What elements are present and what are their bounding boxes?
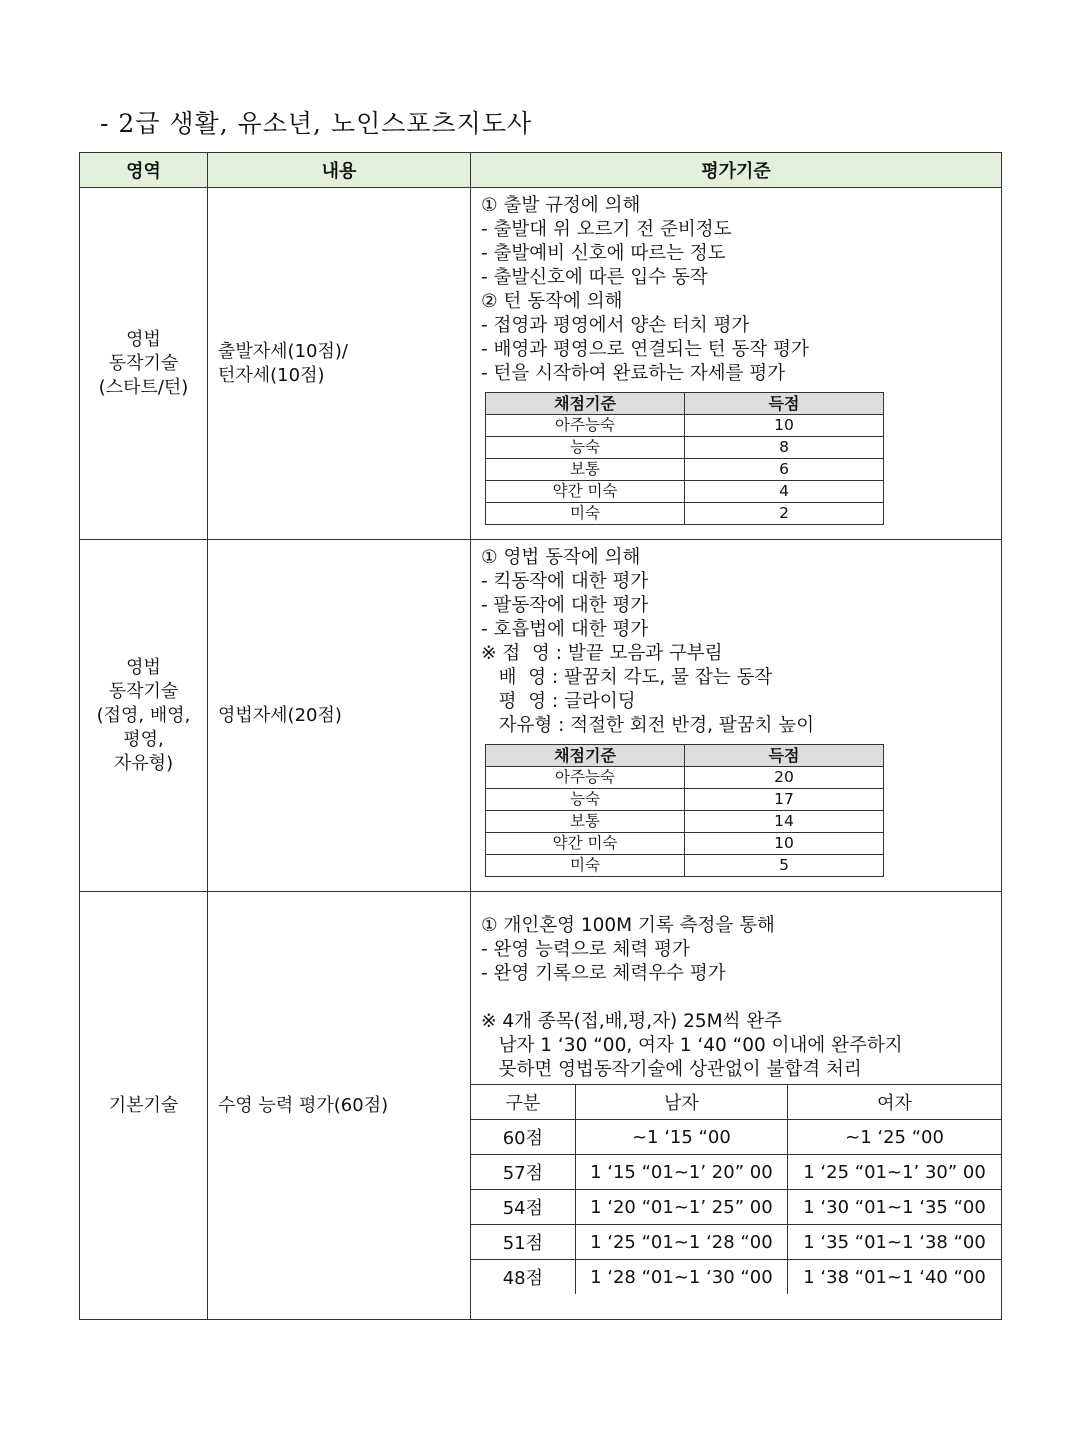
content-line: 출발자세(10점)/ — [218, 340, 348, 362]
score-level: 아주능숙 — [486, 767, 685, 789]
area-line: 영법 — [126, 656, 161, 678]
criteria-line: - 접영과 평영에서 양손 터치 평가 — [481, 315, 750, 336]
score-level: 보통 — [486, 811, 685, 833]
table-row — [80, 188, 1002, 540]
score-header-row — [486, 393, 884, 415]
score-points: 4 — [685, 481, 884, 503]
criteria-line: - 완영 기록으로 체력우수 평가 — [481, 963, 726, 984]
swim-grade: 54점 — [471, 1190, 575, 1225]
score-row — [486, 833, 884, 855]
score-level: 약간 미숙 — [486, 481, 685, 503]
criteria-line: ※ 접 영 : 발끝 모음과 구부림 — [481, 643, 723, 664]
score-points: 8 — [685, 437, 884, 459]
table-row — [80, 540, 1002, 892]
score-table — [485, 744, 884, 877]
criteria-text — [471, 892, 1001, 1084]
content-cell — [208, 540, 471, 892]
area-line: 평영, — [123, 728, 164, 750]
score-row — [486, 459, 884, 481]
area-cell — [80, 892, 208, 1320]
score-header-points: 득점 — [685, 745, 884, 767]
area-line: 영법 — [126, 328, 161, 350]
score-row — [486, 437, 884, 459]
swim-male-time: 1 ‘20 “01~1’ 25” 00 — [575, 1190, 787, 1225]
criteria-line: - 팔동작에 대한 평가 — [481, 595, 649, 616]
swim-male-time: ~1 ‘15 “00 — [575, 1120, 787, 1155]
swim-grade: 48점 — [471, 1260, 575, 1295]
swim-male-time: 1 ‘25 “01~1 ‘28 “00 — [575, 1225, 787, 1260]
header-content: 내용 — [208, 153, 471, 188]
criteria-line: - 턴을 시작하여 완료하는 자세를 평가 — [481, 363, 786, 384]
swim-female-time: 1 ‘35 “01~1 ‘38 “00 — [788, 1225, 1001, 1260]
criteria-text — [471, 188, 1001, 386]
score-row — [486, 481, 884, 503]
page-title: - 2급 생활, 유소년, 노인스포츠지도사 — [100, 109, 533, 138]
score-row — [486, 855, 884, 877]
swim-grade: 57점 — [471, 1155, 575, 1190]
score-points: 10 — [685, 833, 884, 855]
criteria-line: - 킥동작에 대한 평가 — [481, 571, 649, 592]
criteria-text — [471, 540, 1001, 738]
area-cell — [80, 540, 208, 892]
score-points: 10 — [685, 415, 884, 437]
table-row — [80, 892, 1002, 1320]
score-header-criteria: 채점기준 — [486, 393, 685, 415]
criteria-line: 남자 1 ‘30 “00, 여자 1 ‘40 “00 이내에 완주하지 — [481, 1035, 903, 1056]
criteria-line: ① 영법 동작에 의해 — [481, 547, 641, 568]
area-line: (접영, 배영, — [96, 704, 191, 726]
score-points: 6 — [685, 459, 884, 481]
score-table — [485, 392, 884, 525]
criteria-line: 못하면 영법동작기술에 상관없이 불합격 처리 — [481, 1059, 862, 1080]
score-level: 미숙 — [486, 503, 685, 525]
evaluation-table — [79, 152, 1002, 1320]
swim-row — [471, 1155, 1001, 1190]
criteria-line — [481, 986, 1001, 1010]
area-line: 자유형) — [113, 752, 174, 774]
criteria-line: 평 영 : 글라이딩 — [481, 691, 636, 712]
criteria-line: ① 출발 규정에 의해 — [481, 195, 641, 216]
criteria-line: ① 개인혼영 100M 기록 측정을 통해 — [481, 915, 775, 936]
area-cell — [80, 188, 208, 540]
criteria-line: - 출발대 위 오르기 전 준비정도 — [481, 219, 732, 240]
swim-female-time: 1 ‘38 “01~1 ‘40 “00 — [788, 1260, 1001, 1295]
score-points: 20 — [685, 767, 884, 789]
criteria-line: ② 턴 동작에 의해 — [481, 291, 623, 312]
score-points: 5 — [685, 855, 884, 877]
criteria-cell — [471, 892, 1002, 1320]
area-line: (스타트/턴) — [98, 376, 189, 398]
area-line: 동작기술 — [108, 352, 179, 374]
swim-grade: 51점 — [471, 1225, 575, 1260]
swim-record-table — [471, 1084, 1001, 1294]
header-criteria: 평가기준 — [471, 153, 1002, 188]
swim-row — [471, 1120, 1001, 1155]
criteria-line: ※ 4개 종목(접,배,평,자) 25M씩 완주 — [481, 1011, 783, 1032]
swim-male-time: 1 ‘28 “01~1 ‘30 “00 — [575, 1260, 787, 1295]
criteria-line: - 출발신호에 따른 입수 동작 — [481, 267, 708, 288]
criteria-line: - 출발예비 신호에 따르는 정도 — [481, 243, 726, 264]
criteria-cell — [471, 188, 1002, 540]
score-level: 능숙 — [486, 437, 685, 459]
area-line: 동작기술 — [108, 680, 179, 702]
swim-female-time: ~1 ‘25 “00 — [788, 1120, 1001, 1155]
swim-row — [471, 1190, 1001, 1225]
content-line: 수영 능력 평가(60점) — [218, 1094, 389, 1116]
score-row — [486, 767, 884, 789]
score-points: 17 — [685, 789, 884, 811]
content-cell — [208, 188, 471, 540]
content-line: 영법자세(20점) — [218, 704, 342, 726]
swim-header-female: 여자 — [788, 1085, 1001, 1120]
content-cell — [208, 892, 471, 1320]
content-line: 턴자세(10점) — [218, 364, 325, 386]
area-line: 기본기술 — [108, 1094, 179, 1116]
criteria-line: - 호흡법에 대한 평가 — [481, 619, 649, 640]
header-area: 영역 — [80, 153, 208, 188]
score-level: 보통 — [486, 459, 685, 481]
swim-female-time: 1 ‘30 “01~1 ‘35 “00 — [788, 1190, 1001, 1225]
swim-row — [471, 1225, 1001, 1260]
swim-row — [471, 1260, 1001, 1295]
criteria-line: - 배영과 평영으로 연결되는 턴 동작 평가 — [481, 339, 809, 360]
score-level: 약간 미숙 — [486, 833, 685, 855]
swim-header-row — [471, 1085, 1001, 1120]
score-row — [486, 415, 884, 437]
score-level: 미숙 — [486, 855, 685, 877]
swim-grade: 60점 — [471, 1120, 575, 1155]
criteria-line: 자유형 : 적절한 회전 반경, 팔꿈치 높이 — [481, 715, 815, 736]
score-points: 14 — [685, 811, 884, 833]
header-row — [80, 153, 1002, 188]
score-header-row — [486, 745, 884, 767]
score-row — [486, 811, 884, 833]
score-points: 2 — [685, 503, 884, 525]
swim-male-time: 1 ‘15 “01~1’ 20” 00 — [575, 1155, 787, 1190]
swim-header-grade: 구분 — [471, 1085, 575, 1120]
criteria-line: 배 영 : 팔꿈치 각도, 물 잡는 동작 — [481, 667, 773, 688]
score-level: 능숙 — [486, 789, 685, 811]
score-row — [486, 789, 884, 811]
score-row — [486, 503, 884, 525]
criteria-line: - 완영 능력으로 체력 평가 — [481, 939, 690, 960]
swim-female-time: 1 ‘25 “01~1’ 30” 00 — [788, 1155, 1001, 1190]
criteria-cell — [471, 540, 1002, 892]
score-level: 아주능숙 — [486, 415, 685, 437]
score-header-criteria: 채점기준 — [486, 745, 685, 767]
score-header-points: 득점 — [685, 393, 884, 415]
swim-header-male: 남자 — [575, 1085, 787, 1120]
